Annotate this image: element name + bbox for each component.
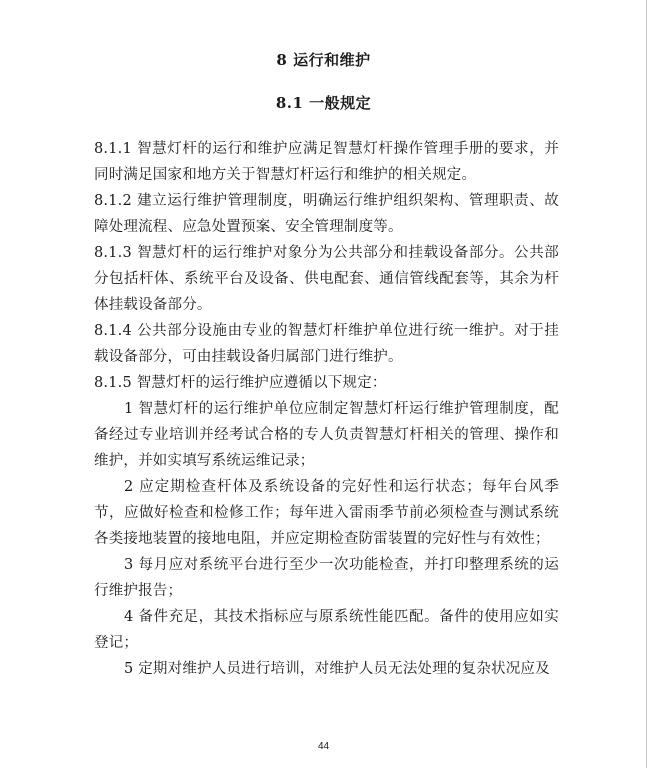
document-body bbox=[94, 136, 559, 682]
list-item-1: 1 智慧灯杆的运行维护单位应制定智慧灯杆运行维护管理制度，配备经过专业培训并经考试合格的专人负责智慧灯杆相关的管理、操作和维护，并如实填写系统运维记录； bbox=[94, 401, 559, 469]
list-item-2: 2 应定期检查杆体及系统设备的完好性和运行状态；每年台风季节，应做好检查和检修工作；每年进入雷雨季节前必须检查与测试系统各类接地装置的接地电阻，并应定期检查防雷装置的完好性与有效性； bbox=[94, 479, 559, 547]
page-number: 44 bbox=[317, 741, 330, 752]
clause-8-1-3: 8.1.3 智慧灯杆的运行维护对象分为公共部分和挂载设备部分。公共部分包括杆体、系统平台及设备、供电配套、通信管线配套等，其余为杆体挂载设备部分。 bbox=[94, 245, 559, 313]
section-title: 8.1 一般规定 bbox=[275, 94, 372, 112]
list-item-4: 4 备件充足，其技术指标应与原系统性能匹配。备件的使用应如实登记； bbox=[94, 609, 559, 651]
clause-8-1-2: 8.1.2 建立运行维护管理制度，明确运行维护组织架构、管理职责、故障处理流程、应急处置预案、安全管理制度等。 bbox=[94, 193, 559, 235]
clause-8-1-1: 8.1.1 智慧灯杆的运行和维护应满足智慧灯杆操作管理手册的要求，并同时满足国家和地方关于智慧灯杆运行和维护的相关规定。 bbox=[94, 141, 559, 183]
list-item-5: 5 定期对维护人员进行培训，对维护人员无法处理的复杂状况应及 bbox=[124, 661, 550, 677]
list-item-3: 3 每月应对系统平台进行至少一次功能检查，并打印整理系统的运行维护报告； bbox=[94, 557, 559, 599]
clause-8-1-4: 8.1.4 公共部分设施由专业的智慧灯杆维护单位进行统一维护。对于挂载设备部分，可由挂载设备归属部门进行维护。 bbox=[94, 323, 559, 365]
clause-8-1-5: 8.1.5 智慧灯杆的运行维护应遵循以下规定： bbox=[94, 375, 387, 391]
chapter-title: 8 运行和维护 bbox=[276, 51, 371, 69]
